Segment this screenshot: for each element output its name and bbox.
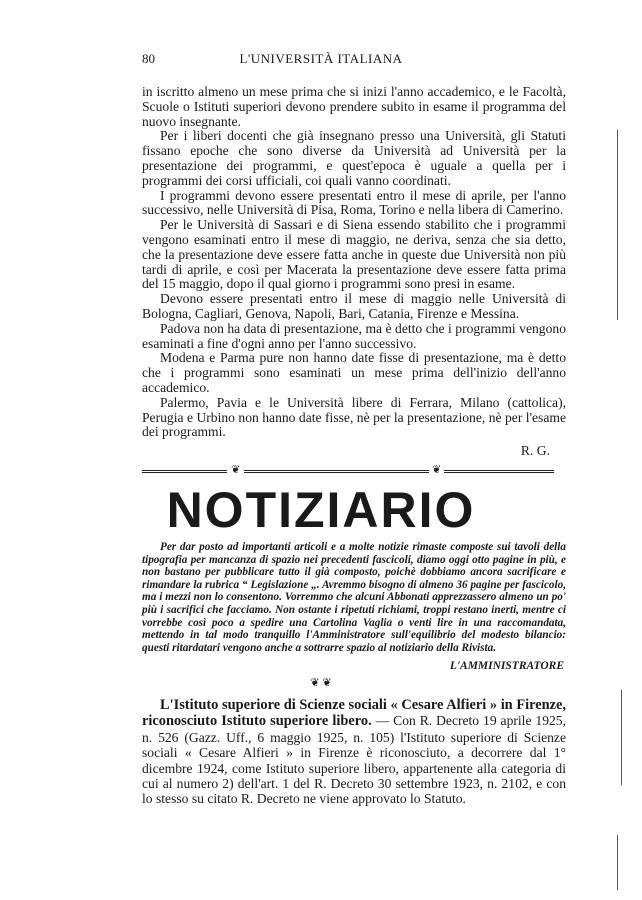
page-number: 80 <box>142 51 155 66</box>
news-paragraph <box>142 697 566 807</box>
editorial-notice <box>142 541 566 654</box>
article-signature: R. G. <box>520 443 550 458</box>
paragraph: in iscritto almeno un mese prima che si inizi l'anno accademico, e le Facoltà, Scuole o Istituti superiori devono prendere subito in esame il programma del nuovo insegnante. <box>142 84 566 129</box>
rule-line <box>444 470 554 473</box>
paragraph: Padova non ha data di presentazione, ma è detto che i programmi vengono esaminati a fine d'ogni anno per l'anno successivo. <box>142 320 566 351</box>
news-item <box>142 697 566 807</box>
notice-signature: L'AMMINISTRATORE <box>449 660 564 672</box>
running-head: L'UNIVERSITÀ ITALIANA <box>239 51 403 66</box>
section-heading: NOTIZIARIO <box>166 482 476 538</box>
paragraph: Palermo, Pavia e le Università libere di Ferrara, Milano (cattolica), Perugia e Urbino non hanno date fisse, nè per la presentazione, nè per l'esame dei programmi. <box>142 394 566 440</box>
paragraph: Devono essere presentati entro il mese di maggio nelle Università di Bologna, Cagliari, Genova, Napoli, Bari, Catania, Firenze e Messina. <box>142 291 566 321</box>
paragraph: Modena e Parma pure non hanno date fisse di presentazione, ma è detto che i programmi sono esaminati un mese prima dell'inizio dell'anno accademico. <box>142 350 566 395</box>
news-title: L'Istituto superiore di Scienze sociali « Cesare Alfieri » in Firenze, riconosciuto Istituto superiore libero. <box>142 697 566 730</box>
fleuron-ornament-icon: ❦ ❦ <box>310 677 332 689</box>
margin-line <box>621 690 622 785</box>
section-separator <box>142 465 566 479</box>
rule-line <box>142 470 227 473</box>
paragraph: Per i liberi docenti che già insegnano presso una Università, gli Statuti fissano epoche che sono diverse da Università ad Università per la presentazione dei programmi, e quest'epoca è uguale a quella per i programmi dei corsi ufficiali, coi quali vanno coordinati. <box>142 128 566 188</box>
fleuron-icon: ❦ <box>432 464 442 476</box>
margin-line <box>617 130 618 320</box>
rule-line <box>244 470 429 473</box>
fleuron-icon: ❦ <box>231 464 241 476</box>
news-body: — Con R. Decreto 19 aprile 1925, n. 526 (Gazz. Uff., 6 maggio 1925, n. 105) l'Istituto superiore di Scienze sociali « Cesare Alfieri » in Firenze è riconosciuto, a decorrere dal 1° dicembre 1924, come Istituto superiore libero, appartenente alla categoria di cui al numero 2) dell'art. 1 del R. Decreto 30 settembre 1923, n. 2102, e con lo stesso su citato R. Decreto ne viene approvato lo Statuto. <box>142 713 566 807</box>
notice-paragraph: Per dar posto ad importanti articoli e a molte notizie rimaste composte sui tavoli della tipografia per mancanza di spazio nei precedenti fascicoli, diamo oggi otto pagine in più, e non bastano per pubblicare tutto il già composto, poichè dobbiamo ancora sacrificare e rimandare la rubrica “ Legislazione „. Avremmo bisogno di almeno 36 pagine per fascicolo, ma i mezzi non lo consentono. Vorremmo che alcuni Abbonati apprezzassero almeno un po' più i sacrifici che facciamo. Non ostante i ripetuti richiami, troppi restano inerti, mentre ci vorrebbe così poco a spedire una Cartolina Vaglia o venti lire in una raccomandata, mettendo in tal modo tranquillo l'Amministratore sull'equilibrio del modesto bilancio: questi ritardatari vengono anche a sottrarre spazio al notiziario della Rivista. <box>142 541 566 654</box>
article-body <box>142 85 566 440</box>
paragraph: I programmi devono essere presentati entro il mese di aprile, per l'anno successivo, nelle Università di Pisa, Roma, Torino e nella libera di Camerino. <box>142 187 566 218</box>
paragraph: Per le Università di Sassari e di Siena essendo stabilito che i programmi vengono esaminati entro il mese di maggio, ne deriva, senza che sia detto, che la presentazione deve essere fatta anche in queste due Università non più tardi di aprile, e così per Macerata la presentazione deve essere fatta prima del 15 maggio, dopo il qual giorno i programmi sono presi in esame. <box>142 217 566 292</box>
margin-line <box>617 835 618 890</box>
